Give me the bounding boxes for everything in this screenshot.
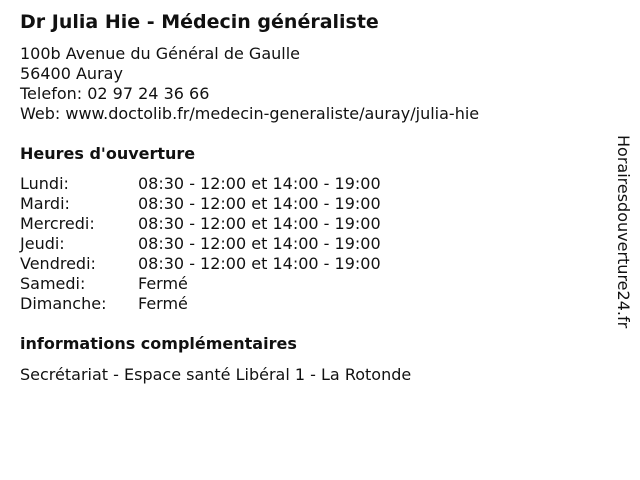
website: Web: www.doctolib.fr/medecin-generaliste/auray/julia-hie [20,104,480,123]
city-postcode: 56400 Auray [20,64,123,83]
day-hours: Fermé [138,274,188,293]
day-label: Samedi: [20,274,86,293]
day-hours: 08:30 - 12:00 et 14:00 - 19:00 [138,194,381,213]
opening-hours-heading: Heures d'ouverture [20,144,196,163]
day-label: Lundi: [20,174,69,193]
hours-row-wednesday [20,214,381,234]
hours-row-sunday [20,294,381,314]
day-hours: 08:30 - 12:00 et 14:00 - 19:00 [138,254,381,273]
hours-row-monday [20,174,381,194]
day-label: Vendredi: [20,254,96,273]
site-watermark: Horairesdouverture24.fr [614,135,633,329]
day-label: Jeudi: [20,234,65,253]
hours-row-friday [20,254,381,274]
hours-row-saturday [20,274,381,294]
day-label: Mardi: [20,194,70,213]
contact-block [20,44,479,124]
street-address: 100b Avenue du Général de Gaulle [20,44,300,63]
day-hours: 08:30 - 12:00 et 14:00 - 19:00 [138,234,381,253]
day-hours: Fermé [138,294,188,313]
additional-info-heading: informations complémentaires [20,334,297,353]
day-label: Dimanche: [20,294,107,313]
hours-row-tuesday [20,194,381,214]
hours-row-thursday [20,234,381,254]
opening-hours-table [20,174,381,314]
day-hours: 08:30 - 12:00 et 14:00 - 19:00 [138,214,381,233]
additional-info-text: Secrétariat - Espace santé Libéral 1 - La Rotonde [20,365,412,384]
phone-number: Telefon: 02 97 24 36 66 [20,84,210,103]
day-hours: 08:30 - 12:00 et 14:00 - 19:00 [138,174,381,193]
page-title: Dr Julia Hie - Médecin généraliste [20,11,379,33]
day-label: Mercredi: [20,214,95,233]
